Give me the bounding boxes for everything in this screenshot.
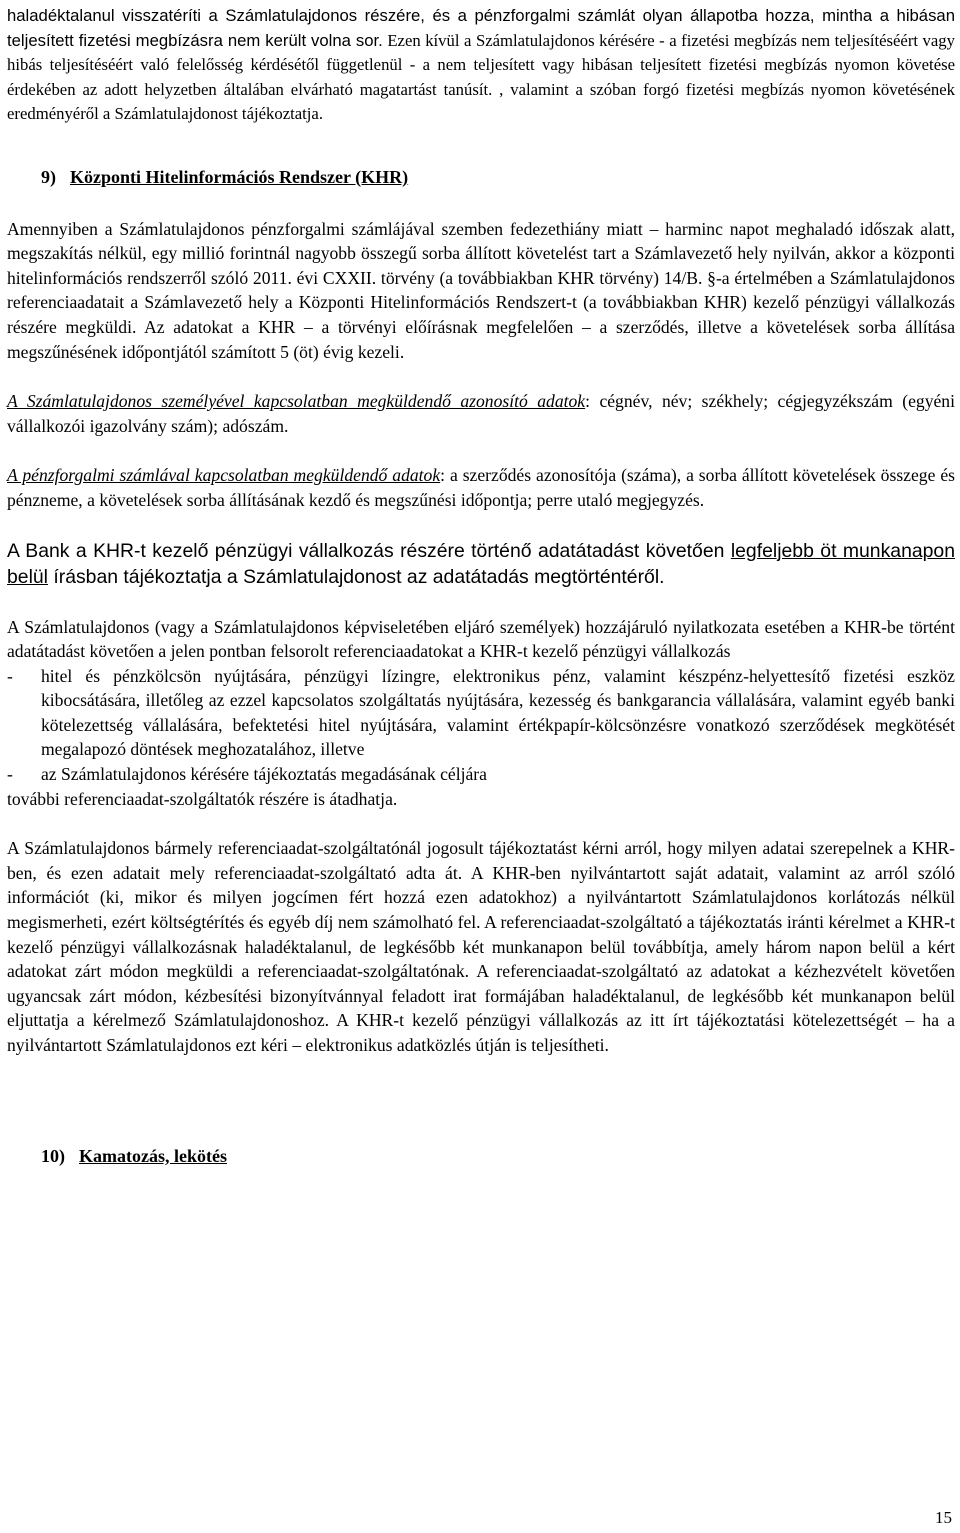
bullet-text: az Számlatulajdonos kérésére tájékoztatás megadásának céljára — [41, 764, 487, 785]
intro-paragraph — [7, 4, 955, 127]
section-10-heading — [41, 1144, 955, 1169]
document-page — [7, 0, 955, 1168]
section-9-paragraph-2 — [7, 389, 955, 438]
section-9-paragraph-5: A Számlatulajdonos (vagy a Számlatulajdonos képviseletében eljáró személyek) hozzájáruló nyilatkozata esetében a KHR-be történt adatátadást követően a jelen pontban felsorolt referenciaadatokat a KHR-t kezelő pénzügyi vállalkozás — [7, 616, 955, 662]
section-10-number: 10) — [41, 1145, 65, 1166]
section-9-paragraph-5-end: további referenciaadat-szolgáltatók részére is átadhatja. — [7, 788, 398, 809]
section-9-paragraph-1: Amennyiben a Számlatulajdonos pénzforgalmi számlájával szemben fedezethiány miatt – harminc napot meghaladó időszak alatt, megszakítás nélkül, egy millió forintnál nagyobb összegű sorba állított követelést tart a Számlavezető hely nyilván, akkor a központi hitelinformációs rendszerről szóló 2011. évi CXXII. törvény (a továbbiakban KHR törvény) 14/B. §-a értelmében a Számlatulajdonos referenciaadatait a Számlavezető hely a Központi Hitelinformációs Rendszert-t (a továbbiakban KHR) kezelő pénzügyi vállalkozás részére megküldi. Az adatokat a KHR – a törvényi előírásnak megfelelően – a szerződés, illetve a követelések sorba állítása megszűnésének időpontjától számított 5 (öt) évig kezeli. — [7, 218, 955, 362]
bullet-dash: - — [7, 764, 13, 785]
section-9-title: Központi Hitelinformációs Rendszer (KHR) — [70, 166, 409, 187]
section-10-title: Kamatozás, lekötés — [79, 1145, 227, 1166]
section-9-number: 9) — [41, 166, 56, 187]
section-9-paragraph-3 — [7, 463, 955, 512]
section-9-paragraph-4 — [7, 538, 955, 590]
intro-text-a: haladéktalanul visszatéríti a Számlatulajdonos részére, és a pénzforgalmi számlát olyan állapotba hozza, mintha a hibásan teljesített fizetési megbízásra nem került volna sor. — [7, 6, 955, 50]
section-9-paragraph-6: A Számlatulajdonos bármely referenciaadat-szolgáltatónál jogosult tájékoztatást kérni arról, hogy milyen adatai szerepelnek a KHR-ben, és ezen adatait mely referenciaadat-szolgáltató adta át. A KHR-ben nyilvántartott saját adatait, valamint az arról szóló információt (ki, mikor és milyen jogcímen fért hozzá ezen adatokhoz) a nyilvántartott Számlatulajdonos korlátozás nélkül megismerheti, ezért költségtérítés és egyéb díj nem számolható fel. A referenciaadat-szolgáltató a tájékoztatás iránti kérelmet a KHR-t kezelő pénzügyi vállalkozásnak haladéktalanul, de legkésőbb két munkanapon belül továbbítja, amely három napon belül a kért adatokat zárt módon megküldi a referenciaadat-szolgáltatónak. A referenciaadat-szolgáltató az adatokat a kézhezvételt követően ugyancsak zárt módon, kézbesítési bizonyítvánnyal feladott irat formájában haladéktalanul, de legkésőbb két munkanapon belül eljuttatja a kérelmező Számlatulajdonoshoz. A KHR-t kezelő pénzügyi vállalkozás az itt írt tájékoztatási kötelezettségét – ha a nyilvántartott Számlatulajdonos ezt kéri – elektronikus adatközlés útján is teljesítheti. — [7, 838, 955, 1055]
page-number: 15 — [935, 1508, 952, 1527]
para4-text-b: írásban tájékoztatja a Számlatulajdonost az adatátadás megtörténtéről. — [47, 565, 665, 588]
bullet-text: hitel és pénzkölcsön nyújtására, pénzügyi lízingre, elektronikus pénz, valamint készpénz-helyettesítő fizetési eszköz kibocsátására, illetőleg az ezzel kapcsolatos szolgáltatás nyújtására, kezesség és bankgarancia vállalására, valamint egyéb banki kötelezettség vállalására, befektetési hitel nyújtására, valamint értékpapír-kölcsönzésre vonatkozó szerződések megkötését megalapozó döntések meghozatalához, illetve — [41, 665, 955, 760]
list-item — [7, 762, 955, 787]
intro-text-b: Ezen kívül a Számlatulajdonos kérésére - a fizetési megbízás nem teljesítéséért vagy hibás teljesítéséért való felelősség kérdésétől függetlenül - a nem teljesített vagy hibásan teljesített fizetési megbízás nyomon követése érdekében az adott helyzetben általában elvárható magatartást tanúsít. , valamint a szóban forgó fizetési megbízás nyomon követésének eredményéről a Számlatulajdonost tájékoztatja. — [7, 30, 955, 124]
identity-data-label: A Számlatulajdonos személyével kapcsolatban megküldendő azonosító adatok — [7, 391, 586, 412]
account-data-text: : a szerződés azonosítója (száma), a sorba állított követelések összege és pénzneme, a követelések sorba állításának kezdő és megszűnési időpontja; perre utaló megjegyzés. — [7, 465, 955, 510]
para4-text-a: A Bank a KHR-t kezelő pénzügyi vállalkozás részére történő adatátadást követően — [7, 539, 731, 562]
para4-deadline: legfeljebb öt munkanapon belül — [7, 539, 955, 588]
list-item — [7, 664, 955, 762]
bullet-dash: - — [7, 665, 13, 686]
account-data-label: A pénzforgalmi számlával kapcsolatban megküldendő adatok — [7, 465, 441, 486]
section-9-heading — [41, 165, 955, 190]
identity-data-text: : cégnév, név; székhely; cégjegyzékszám (egyéni vállalkozói igazolvány szám); adószám. — [7, 391, 955, 436]
